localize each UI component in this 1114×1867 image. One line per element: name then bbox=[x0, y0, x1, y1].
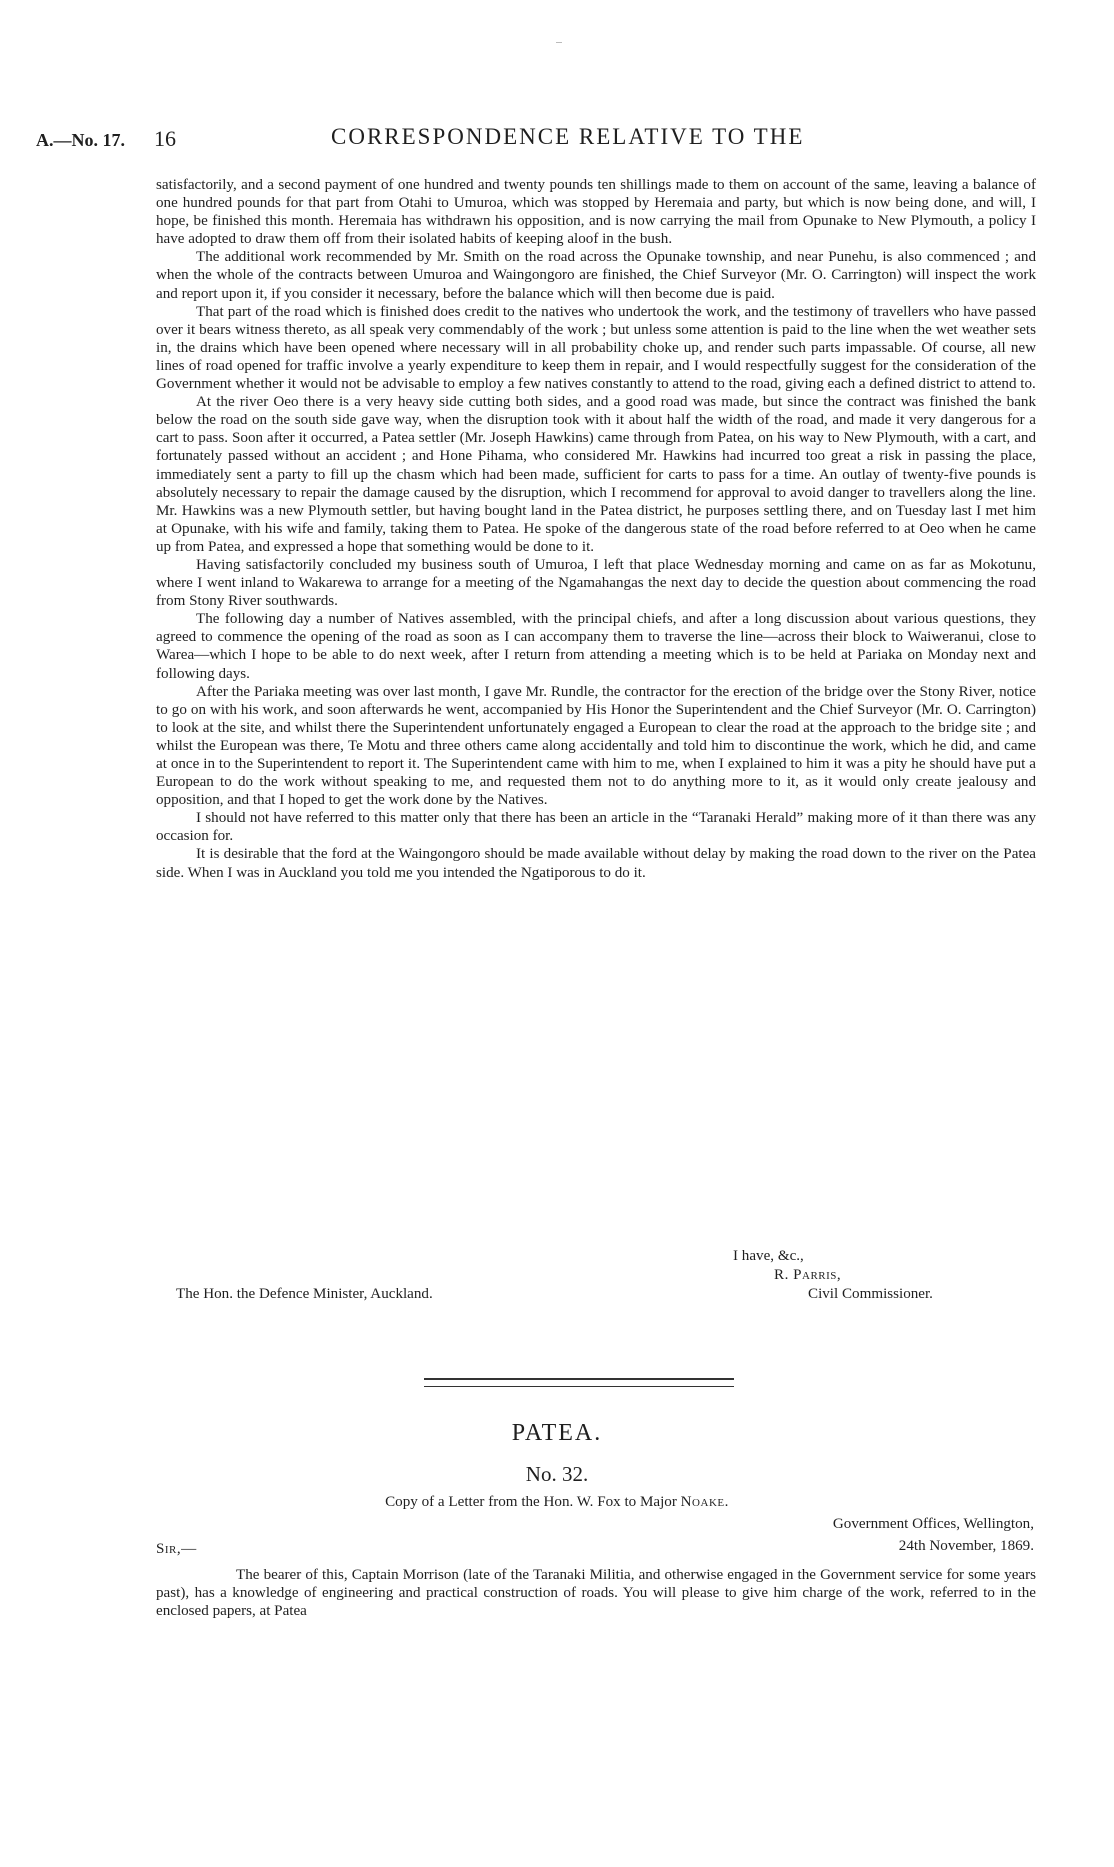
page-number: 16 bbox=[154, 126, 176, 151]
body-paragraph: Having satisfactorily concluded my business south of Umuroa, I left that place Wednesday morning and came on as far as Mokotunu, where I went inland to Wakarewa to arrange for a meeting of the Ngamahangas the next day to decide the question about commencing the road from Stony River southwards. bbox=[156, 556, 1036, 610]
body-paragraph: satisfactorily, and a second payment of one hundred and twenty pounds ten shillings made to them on account of the same, leaving a balance of one hundred pounds for that part from Otahi to Umuroa, which was stopped by Heremaia and party, but which is now being done, and will, I hope, be finished this month. Heremaia has withdrawn his opposition, and is now carrying the mail from Opunake to New Plymouth, a policy I have adopted to draw them off from their isolated habits of keeping aloof in the bush. bbox=[156, 177, 1036, 248]
body-paragraph: The additional work recommended by Mr. Smith on the road across the Opunake township, and near Punehu, is also commenced ; and when the whole of the contracts between Umuroa and Waingongoro are finished, the Chief Surveyor (Mr. O. Carrington) will inspect the work and report upon it, if you consider it necessary, before the balance which will then become due is paid. bbox=[156, 249, 1036, 302]
paper-speck bbox=[556, 42, 562, 43]
body-paragraph: After the Pariaka meeting was over last month, I gave Mr. Rundle, the contractor for the erection of the bridge over the Stony River, notice to go on with his work, and soon afterwards he went, accompanied by His Honor the Superintendent and the Chief Surveyor (Mr. O. Carrington) to look at the site, and whilst there the Superintendent unfortunately engaged a European to clear the road at the approach to the bridge site ; and whilst the European was there, Te Motu and three others came along accidentally and told him to discontinue the work, which he did, and came at once in to the Superintendent to report it. The Superintendent came with him to me, when I explained to him it was a pity he should have put a European to do the work without speaking to me, and requested them not to do anything more to it, as it would only create jealousy and opposition, and that I hoped to get the work done by the Natives. bbox=[156, 683, 1036, 809]
salutation: Sir,— bbox=[156, 1541, 197, 1557]
letter-subtitle bbox=[36, 1494, 1078, 1511]
letter-closing bbox=[156, 1248, 1036, 1308]
letter-32-body bbox=[156, 1566, 1036, 1620]
subtitle-recipient: Noake. bbox=[680, 1494, 729, 1510]
signatory-name: R. Parris, bbox=[774, 1267, 842, 1283]
subtitle-text: Copy of a Letter from the Hon. W. Fox to Major bbox=[385, 1494, 677, 1510]
body-paragraph: The bearer of this, Captain Morrison (late of the Taranaki Militia, and otherwise engaged in the Government service for some years past), has a knowledge of engineering and practical construction of roads. You will please to give him charge of the work, referred to in the enclosed papers, at Patea bbox=[156, 1567, 1036, 1620]
addressee: The Hon. the Defence Minister, Auckland. bbox=[176, 1286, 433, 1302]
document-page bbox=[36, 0, 1078, 1867]
section-divider bbox=[424, 1378, 734, 1387]
body-paragraph: At the river Oeo there is a very heavy side cutting both sides, and a good road was made, but since the contract was finished the bank below the road on the south side gave way, when the disruption took with it about half the width of the road, and made it very dangerous for a cart to pass. Soon after it occurred, a Patea settler (Mr. Joseph Hawkins) came through from Patea, on his way to New Plymouth, with a cart, and fortunately passed without an accident ; and Hone Pihama, who considered Mr. Hawkins had incurred too great a risk in passing the place, immediately sent a party to fill up the chasm which had been made, sufficient for carts to pass for a time. An outlay of twenty-five pounds is absolutely necessary to repair the damage caused by the disruption, which I recommend for approval to avoid danger to travellers along the line. Mr. Hawkins was a new Plymouth settler, but having bought land in the Patea district, he purposes settling there, and on Tuesday last I met him at Opunake, with his wife and family, taking them to Patea. He spoke of the dangerous state of the road before referred to at Oeo when he came up from Patea, and expressed a hope that something would be done to it. bbox=[156, 394, 1036, 555]
document-reference: A.—No. 17. bbox=[36, 130, 125, 150]
sender-address: Government Offices, Wellington, bbox=[832, 1516, 1034, 1532]
body-paragraph: It is desirable that the ford at the Waingongoro should be made available without delay by making the road down to the river on the Patea side. When I was in Auckland you told me you intended the Ngatiporous to do it. bbox=[156, 846, 1036, 881]
letter-body bbox=[156, 176, 1036, 882]
letter-number: No. 32. bbox=[525, 1462, 589, 1486]
body-paragraph: That part of the road which is finished does credit to the natives who undertook the work, and the testimony of travellers who have passed over it bears witness thereto, as all speak very commendably of the work ; but unless some attention is paid to the line when the wet weather sets in, the drains which have been opened where necessary will in all probability choke up, and render such parts impassable. Of course, all new lines of road opened for traffic involve a yearly expenditure to keep them in repair, and I would respectfully suggest for the consideration of the Government whether it would not be advisable to employ a few natives constantly to attend to the road, giving each a defined district to attend to. bbox=[156, 303, 1036, 393]
page-header bbox=[36, 124, 1078, 158]
letter-date: 24th November, 1869. bbox=[898, 1538, 1034, 1554]
running-title: CORRESPONDENCE RELATIVE TO THE bbox=[331, 124, 805, 149]
valediction: I have, &c., bbox=[733, 1248, 804, 1264]
section-heading: PATEA. bbox=[511, 1420, 603, 1446]
signatory-title: Civil Commissioner. bbox=[808, 1286, 933, 1302]
body-paragraph: I should not have referred to this matter only that there has been an article in the “Taranaki Herald” making more of it than there was any occasion for. bbox=[156, 810, 1036, 845]
body-paragraph: The following day a number of Natives assembled, with the principal chiefs, and after a long discussion about various questions, they agreed to commence the opening of the road as soon as I can accompany them to traverse the line—across their block to Waiweranui, close to Warea—which I hope to be able to do next week, after I return from attending a meeting which is to be held at Pariaka on Monday next and following days. bbox=[156, 611, 1036, 682]
